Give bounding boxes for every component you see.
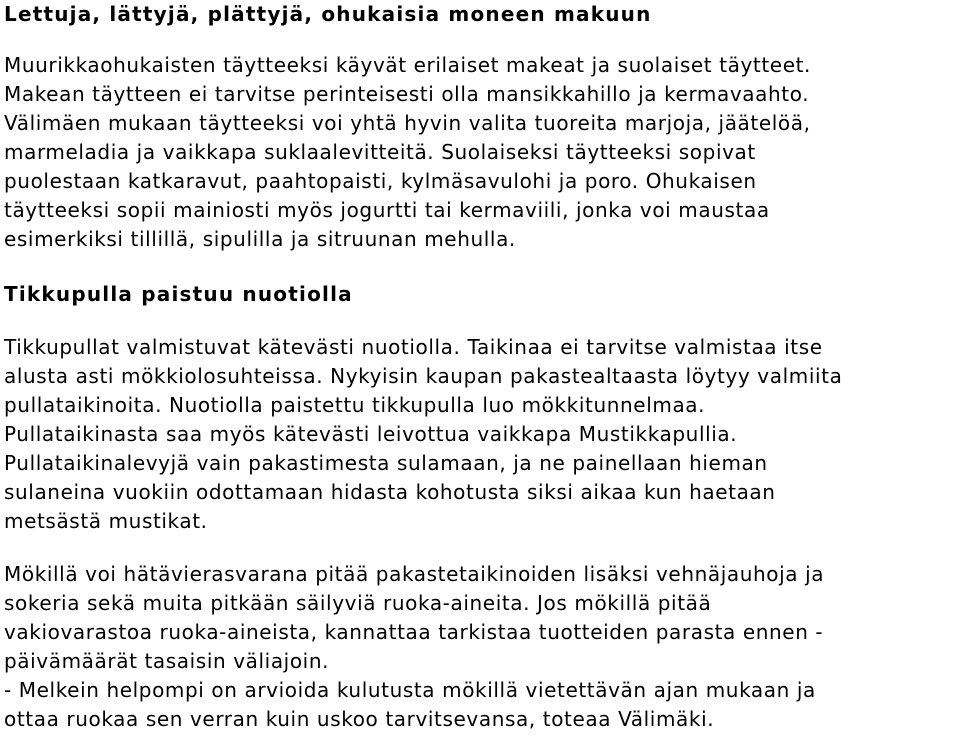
paragraph-tikkupulla <box>4 333 956 536</box>
paragraph-line: sulaneina vuokiin odottamaan hidasta kohotusta siksi aikaa kun haetaan <box>4 480 776 504</box>
paragraph-line: täytteeksi sopii mainiosti myös jogurtti tai kermaviili, jonka voi maustaa <box>4 198 770 222</box>
section-heading: Tikkupulla paistuu nuotiolla <box>4 282 353 306</box>
paragraph-line: Pullataikinasta saa myös kätevästi leivottua vaikkapa Mustikkapullia. <box>4 422 738 446</box>
paragraph-pantry <box>4 560 956 734</box>
paragraph-line: ottaa ruokaa sen verran kuin uskoo tarvitsevansa, toteaa Välimäki. <box>4 707 715 731</box>
paragraph-line: pullataikinoita. Nuotiolla paistettu tikkupulla luo mökkitunnelmaa. <box>4 393 706 417</box>
paragraph-line: Muurikkaohukaisten täytteeksi käyvät erilaiset makeat ja suolaiset täytteet. <box>4 53 812 77</box>
paragraph-line: esimerkiksi tillillä, sipulilla ja sitruunan mehulla. <box>4 227 516 251</box>
paragraph-line: metsästä mustikat. <box>4 509 208 533</box>
paragraph-line: puolestaan katkaravut, paahtopaisti, kylmäsavulohi ja poro. Ohukaisen <box>4 169 757 193</box>
document-page <box>4 0 956 734</box>
paragraph-line: sokeria sekä muita pitkään säilyviä ruoka-aineita. Jos mökillä pitää <box>4 591 712 615</box>
paragraph-line: Pullataikinalevyjä vain pakastimesta sulamaan, ja ne painellaan hieman <box>4 451 768 475</box>
paragraph-line: marmeladia ja vaikkapa suklaalevitteitä. Suolaiseksi täytteeksi sopivat <box>4 140 756 164</box>
paragraph-line: alusta asti mökkiolosuhteissa. Nykyisin kaupan pakastealtaasta löytyy valmiita <box>4 364 843 388</box>
paragraph-line: Tikkupullat valmistuvat kätevästi nuotiolla. Taikinaa ei tarvitse valmistaa itse <box>4 335 823 359</box>
document-title: Lettuja, lättyjä, plättyjä, ohukaisia moneen makuun <box>4 2 652 26</box>
paragraph-fillings <box>4 51 956 254</box>
paragraph-line: vakiovarastoa ruoka-aineista, kannattaa tarkistaa tuotteiden parasta ennen - <box>4 620 824 644</box>
paragraph-line: Mökillä voi hätävierasvarana pitää pakastetaikinoiden lisäksi vehnäjauhoja ja <box>4 562 825 586</box>
paragraph-line: - Melkein helpompi on arvioida kulutusta mökillä vietettävän ajan mukaan ja <box>4 678 816 702</box>
paragraph-line: päivämäärät tasaisin väliajoin. <box>4 649 330 673</box>
paragraph-line: Makean täytteen ei tarvitse perinteisesti olla mansikkahillo ja kermavaahto. <box>4 82 810 106</box>
paragraph-line: Välimäen mukaan täytteeksi voi yhtä hyvin valita tuoreita marjoja, jäätelöä, <box>4 111 811 135</box>
